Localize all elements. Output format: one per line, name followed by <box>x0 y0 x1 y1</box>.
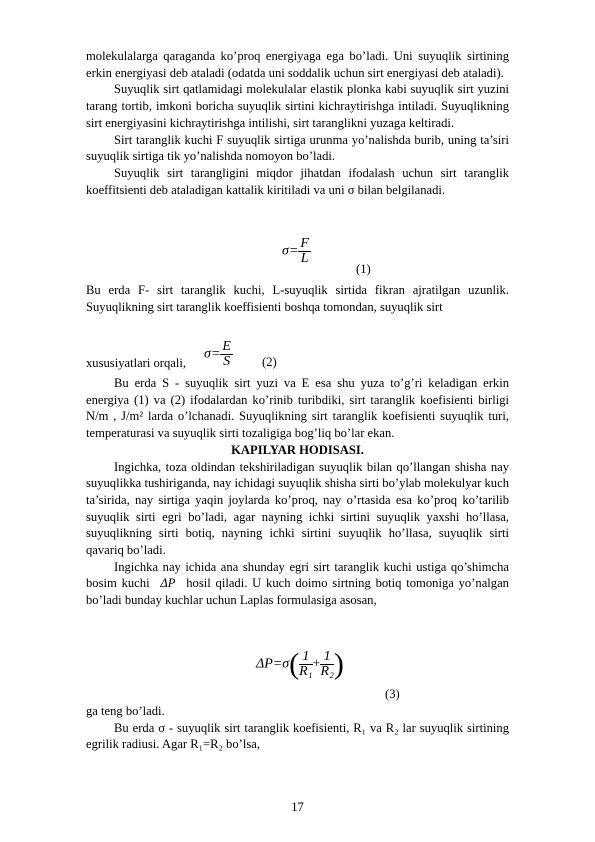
equation-3-right-paren: ) <box>333 647 344 681</box>
equation-3-left-paren: ( <box>289 647 300 681</box>
equation-2-fraction <box>220 340 233 369</box>
paragraph-8 <box>86 559 509 609</box>
paragraph-8-start: Ingichka nay ichida ana shunday egri sirt taranglik kuchi ustiga qo’shimcha bosim kuchi <box>86 559 509 591</box>
paragraph-5b: xususiyatlari orqali, <box>86 356 187 370</box>
section-heading: KAPILYAR HODISASI. <box>231 442 364 457</box>
equation-2 <box>204 340 233 369</box>
equation-2-label: (2) <box>262 355 277 369</box>
equation-3-numerator-1: 1 <box>299 650 312 665</box>
paragraph-5: Bu erda F- sirt taranglik kuchi, L-suyuqlik sirtida fikran ajratilgan uzunlik. Suyuqlikning sirt taranglik koeffisienti boshqa tomondan, suyuqlik sirt <box>86 283 509 314</box>
delta-p-inline: ΔP <box>160 576 176 591</box>
paragraph-4: Suyuqlik sirt tarangligini miqdor jihatdan ifodalash uchun sirt taranglik koeffitsienti deb ataladigan kattalik kiritiladi va uni σ bilan belgilanadi. <box>86 165 509 197</box>
equation-1-denominator: L <box>300 251 309 266</box>
equation-3-numerator-2: 1 <box>320 650 333 665</box>
equation-1-label: (1) <box>356 262 371 276</box>
equation-1-numerator: F <box>300 236 309 251</box>
paragraph-7: Ingichka, toza oldindan tekshiriladigan suyuqlik bilan qo’llangan shisha nay suyuqlikka tushiriganda, nay ichidagi suyuqlik shisha sirti bo’ylab molekulyar kuch ta’sirida, nay sirtiga yaqin joylarda ko’proq, nay o’rtasida esa ko’proq ko’tarilib suyuqlik sirti egri bo’ladi, agar nayning ichki sirtini suyuqlik yaxshi ho’llasa, suyuqlikning sirti botiq, nayning ichki sirtini suyuqlik ho’llasa, suyuqlik sirti qavariq bo’ladi. <box>86 459 509 558</box>
text-block-2 <box>86 282 509 315</box>
equation-3 <box>256 647 344 681</box>
equation-3-fraction-1 <box>299 650 312 679</box>
equation-1-lhs: σ= <box>282 243 299 259</box>
equation-3-denominator-1: R₁ <box>299 664 313 679</box>
equation-2-numerator: E <box>222 339 231 354</box>
equation-3-label: (3) <box>385 687 400 701</box>
equation-3-fraction-2 <box>320 650 333 679</box>
equation-3-denominator-2: R₂ <box>320 664 334 679</box>
paragraph-3: Sirt taranglik kuchi F suyuqlik sirtiga urunma yo’nalishda burib, uning ta’siri suyuqlik sirtiga tik yo’nalishda nomoyon bo’ladi. <box>86 132 509 164</box>
text-block-top <box>86 48 509 198</box>
paragraph-2: Suyuqlik sirt qatlamidagi molekulalar elastik plonka kabi suyuqlik sirt yuzini tarang tortib, imkoni boricha suyuqlik sirtini kichraytirishga intiladi. Suyuqlikning sirt energiyasini kichraytirishga intilishi, sirt taranglikni yuzaga keltiradi. <box>86 82 509 130</box>
paragraph-10: Bu erda σ - suyuqlik sirt taranglik koefisienti, R₁ va R₂ lar suyuqlik sirtining egrilik radiusi. Agar R₁=R₂ bo’lsa, <box>86 720 509 752</box>
paragraph-8-end: hosil qiladi. U kuch doimo sirtning botiq tomoniga yo’nalgan bo’ladi bunday kuchlar uchun Laplas formulasiga asosan, <box>86 576 509 608</box>
text-block-3 <box>86 375 509 609</box>
paragraph-6: Bu erda S - suyuqlik sirt yuzi va E esa shu yuza to’g’ri keladigan erkin energiya (1) va (2) ifodalardan ko’rinib turibdiki, sirt taranglik koefisienti birligi N/m , J/m² larda o’lchanadi. Suyuqlikning sirt taranglik koefisienti suyuqlik turi, temperaturasi va suyuqlik sirti tozaligiga bog’liq bo’lar ekan. <box>86 376 509 441</box>
equation-1-fraction <box>298 237 311 266</box>
equation-1 <box>282 237 311 266</box>
equation-2-denominator: S <box>223 354 231 369</box>
text-block-2b <box>86 355 509 372</box>
equation-3-lhs: ΔP=σ <box>256 656 290 672</box>
paragraph-1: molekulalarga qaraganda ko’proq energiyaga ega bo’ladi. Uni suyuqlik sirtining erkin energiyasi deb ataladi (odatda uni soddalik uchun sirt energiyasi deb ataladi). <box>86 49 509 80</box>
equation-2-lhs: σ= <box>204 346 221 362</box>
page-number: 17 <box>291 800 304 814</box>
text-block-4 <box>86 703 509 753</box>
paragraph-9: ga teng bo’ladi. <box>86 704 165 718</box>
equation-3-plus: + <box>312 656 321 672</box>
